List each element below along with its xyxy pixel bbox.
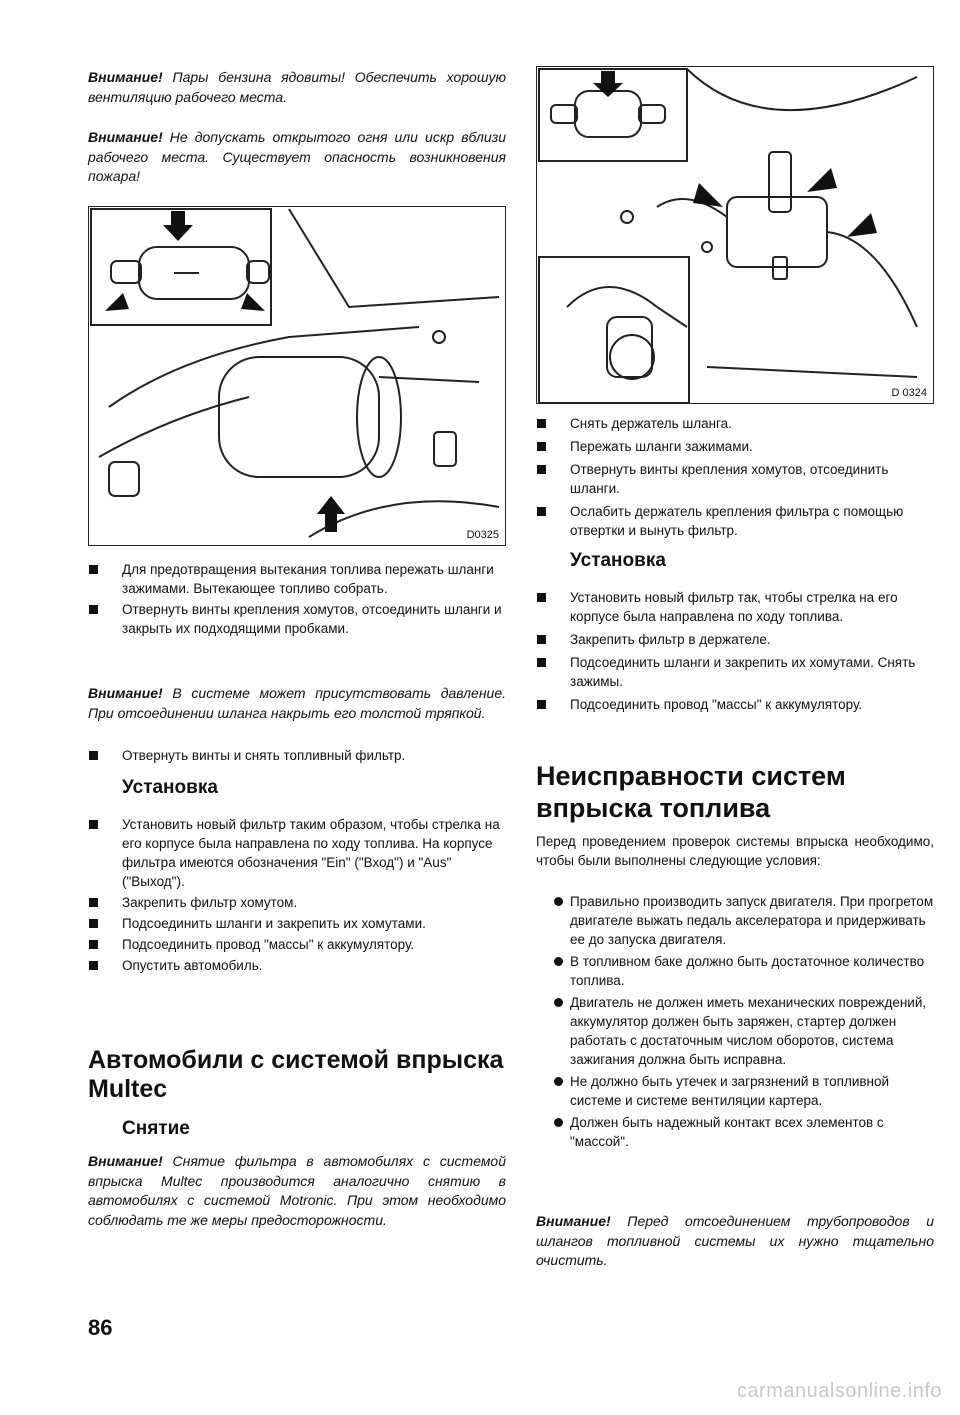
section-title: Неисправности систем впрыска топлива — [536, 761, 846, 823]
warning-label: Внимание! — [88, 69, 163, 85]
figure-fuel-filter-multec — [536, 66, 934, 404]
list-item: Правильно производить запуск двигателя. При прогретом двигателе выжать педаль акселератора и придерживать ее до запуска двигателя. — [536, 892, 934, 949]
section-heading: Снятие — [122, 1118, 190, 1139]
list-item: Отвернуть винты крепления хомутов, отсоединить шланги и закрыть их подходящими пробками. — [88, 600, 506, 638]
figure-code: D0325 — [466, 529, 499, 541]
list-item: Установить новый фильтр таким образом, чтобы стрелка на его корпусе была направлена по ходу топлива. На корпусе фильтра имеются обозначения "Ein" ("Вход") и "Aus" ("Выход"). — [88, 815, 506, 891]
list-item: Подсоединить шланги и закрепить их хомутами. Снять зажимы. — [536, 653, 934, 691]
steps-remove-1 — [88, 560, 506, 638]
warning-fumes — [88, 68, 506, 107]
figure-code: D 0324 — [891, 387, 927, 399]
section-title: Автомобили с системой впрыска Multec — [88, 1046, 504, 1103]
list-item: Должен быть надежный контакт всех элементов с "массой". — [536, 1113, 934, 1151]
list-item: В топливном баке должно быть достаточное количество топлива. — [536, 952, 934, 990]
warning-label: Внимание! — [88, 129, 163, 145]
warning-clean — [536, 1212, 934, 1271]
list-item: Снять держатель шланга. — [536, 414, 934, 433]
list-item: Отвернуть винты и снять топливный фильтр. — [88, 746, 506, 765]
steps-remove — [536, 414, 934, 540]
filter-illustration — [537, 67, 934, 404]
section-heading: Установка — [122, 777, 218, 798]
section-heading: Установка — [570, 550, 666, 571]
warning-fire — [88, 128, 506, 187]
list-item: Не должно быть утечек и загрязнений в топливной системе и системе вентиляции картера. — [536, 1072, 934, 1110]
list-item: Подсоединить провод "массы" к аккумулятору. — [536, 695, 934, 714]
list-item: Установить новый фильтр так, чтобы стрелка на его корпусе была направлена по ходу топлива. — [536, 588, 934, 626]
list-item: Двигатель не должен иметь механических повреждений, аккумулятор должен быть заряжен, стартер должен работать с достаточным числом оборотов, система зажигания должна быть исправна. — [536, 993, 934, 1069]
list-item: Подсоединить шланги и закрепить их хомутами. — [88, 914, 506, 933]
figure-fuel-filter-motronic — [88, 206, 506, 546]
warning-label: Внимание! — [88, 1153, 163, 1169]
list-item: Закрепить фильтр в держателе. — [536, 630, 934, 649]
list-item: Закрепить фильтр хомутом. — [88, 893, 506, 912]
warning-pressure — [88, 684, 506, 723]
warning-multec — [88, 1152, 506, 1230]
list-item: Ослабить держатель крепления фильтра с помощью отвертки и вынуть фильтр. — [536, 502, 934, 540]
conditions-list — [536, 892, 934, 1151]
watermark: carmanualsonline.info — [736, 1380, 942, 1402]
warning-label: Внимание! — [536, 1213, 611, 1229]
warning-text: В системе может присутствовать давление. При отсоединении шланга накрыть его толстой тряпкой. — [88, 685, 506, 721]
list-item: Подсоединить провод "массы" к аккумулятору. — [88, 935, 506, 954]
list-item: Отвернуть винты крепления хомутов, отсоединить шланги. — [536, 460, 934, 498]
intro-paragraph: Перед проведением проверок системы впрыска необходимо, чтобы были выполнены следующие условия: — [536, 834, 934, 868]
list-item: Для предотвращения вытекания топлива пережать шланги зажимами. Вытекающее топливо собрать. — [88, 560, 506, 598]
steps-install — [88, 815, 506, 975]
list-item: Опустить автомобиль. — [88, 956, 506, 975]
warning-text: Снятие фильтра в автомобилях с системой впрыска Multec производится аналогично снятию в автомобилях с системой Motronic. При этом необходимо соблюдать те же меры предосторожности. — [88, 1153, 507, 1228]
warning-text: Пары бензина ядовиты! Обеспечить хорошую вентиляцию рабочего места. — [88, 69, 506, 105]
warning-text: Не допускать открытого огня или искр вблизи рабочего места. Существует опасность возникновения пожара! — [88, 129, 506, 184]
warning-label: Внимание! — [88, 685, 163, 701]
page-number: 86 — [88, 1315, 113, 1340]
filter-illustration — [89, 207, 506, 546]
steps-install — [536, 588, 934, 714]
warning-text: Перед отсоединением трубопроводов и шлангов топливной системы их нужно тщательно очистить. — [536, 1213, 935, 1268]
list-item: Пережать шланги зажимами. — [536, 437, 934, 456]
